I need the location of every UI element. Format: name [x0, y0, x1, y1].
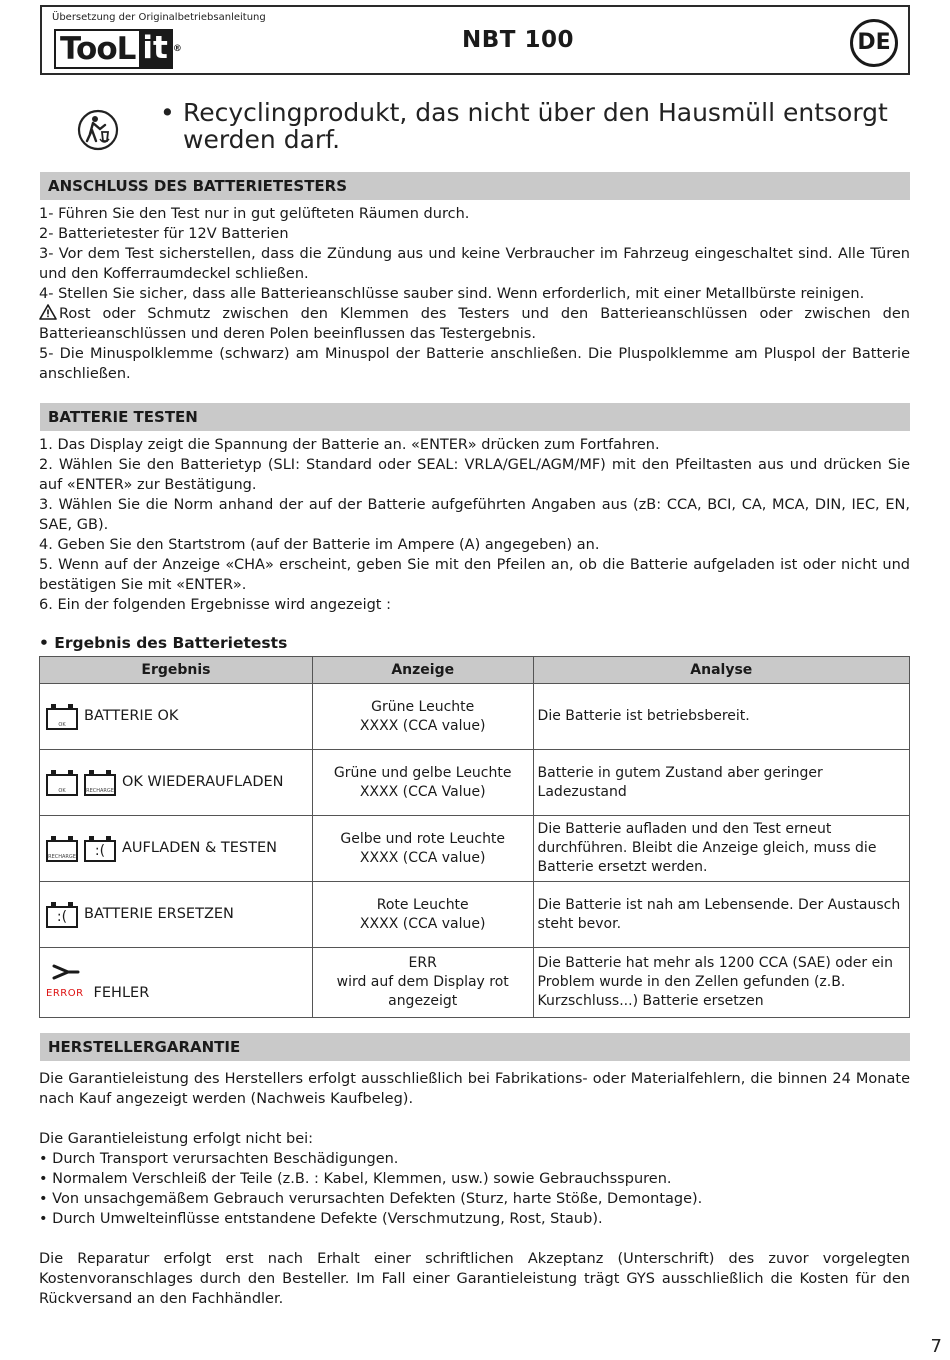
recycling-note [160, 99, 920, 153]
battery-ok-icon [46, 708, 78, 730]
model-title: NBT 100 [462, 27, 574, 53]
anzeige-light: Gelbe und rote Leuchte [340, 830, 506, 847]
garantie-paragraph-3: Die Reparatur erfolgt erst nach Erhalt einer schriftlichen Akzeptanz (Unterschrift) des zuvor vorgelegten Kostenvoranschlages durch den Besteller. Im Fall einer Garantieleistung trägt GYS ausschließlich die Kosten für den Rückversand an den Fachhändler. [39, 1251, 910, 1307]
anzeige-light: Grüne Leuchte [371, 698, 475, 715]
analyse-cell: Die Batterie ist betriebsbereit. [533, 684, 909, 750]
clamp-icon [46, 962, 80, 982]
battery-icon-label: RECHARGE [86, 787, 114, 794]
analyse-cell: Die Batterie aufladen und den Test erneut durchführen. Bleibt die Anzeige gleich, muss die Batterie ersetzt werden. [533, 816, 909, 882]
battery-recharge-icon [46, 840, 78, 862]
error-indicator [46, 962, 84, 1003]
testen-step-4: 4. Geben Sie den Startstrom (auf der Batterie im Ampere (A) angegeben) an. [39, 537, 600, 553]
anzeige-value: XXXX (CCA value) [359, 717, 486, 734]
battery-recharge-icon [84, 774, 116, 796]
warning-icon [39, 304, 57, 320]
battery-icon-label: OK [58, 787, 66, 794]
page-number: 7 [930, 1336, 942, 1357]
testen-step-6: 6. Ein der folgenden Ergebnisse wird angezeigt : [39, 597, 391, 613]
section-garantie-title: HERSTELLERGARANTIE [40, 1033, 910, 1061]
anzeige-description: wird auf dem Display rot angezeigt [336, 974, 509, 1009]
battery-face: :( [94, 842, 106, 859]
analyse-cell: Die Batterie ist nah am Lebensende. Der Austausch steht bevor. [533, 882, 909, 948]
anschluss-warning [39, 304, 910, 344]
language-badge: DE [850, 19, 898, 67]
battery-sad-icon [46, 906, 78, 928]
ergebnis-cell [40, 882, 313, 948]
battery-sad-icon [84, 840, 116, 862]
registered-mark: ® [172, 44, 182, 54]
anschluss-step-4: 4- Stellen Sie sicher, dass alle Batterieanschlüsse sauber sind. Wenn erforderlich, mit einer Metallbürste reinigen. [39, 286, 865, 302]
garantie-bullet-1: • Durch Transport verursachten Beschädigungen. [39, 1151, 399, 1167]
document-header [40, 5, 910, 75]
toolit-logo [54, 29, 182, 69]
anzeige-value: XXXX (CCA value) [359, 915, 486, 932]
ergebnis-cell [40, 948, 313, 1018]
results-title: • Ergebnis des Batterietests [39, 634, 288, 652]
table-header-row [40, 657, 910, 684]
header-subtitle: Übersetzung der Originalbetriebsanleitung [52, 12, 266, 23]
results-table [39, 656, 910, 1018]
ergebnis-cell [40, 684, 313, 750]
ergebnis-cell [40, 816, 313, 882]
header-analyse: Analyse [533, 657, 909, 684]
section-testen-title: BATTERIE TESTEN [40, 403, 910, 431]
table-row [40, 882, 910, 948]
ergebnis-label: BATTERIE ERSETZEN [84, 906, 234, 922]
ergebnis-label: AUFLADEN & TESTEN [122, 840, 277, 856]
table-row [40, 684, 910, 750]
garantie-paragraph-2: Die Garantieleistung erfolgt nicht bei: [39, 1131, 314, 1147]
anzeige-cell [312, 882, 533, 948]
battery-face: :( [56, 908, 68, 925]
ergebnis-label: OK WIEDERAUFLADEN [122, 774, 284, 790]
anzeige-light: Rote Leuchte [376, 896, 469, 913]
testen-step-1: 1. Das Display zeigt die Spannung der Batterie an. «ENTER» drücken zum Fortfahren. [39, 437, 660, 453]
testen-step-5: 5. Wenn auf der Anzeige «CHA» erscheint, geben Sie mit den Pfeilen an, ob die Batterie aufgeladen ist oder nicht und bestätigen Sie mit «ENTER». [39, 557, 910, 593]
anschluss-step-2: 2- Batterietester für 12V Batterien [39, 226, 289, 242]
error-word: ERROR [46, 988, 84, 999]
ergebnis-label: FEHLER [93, 985, 150, 1001]
battery-icon-label: RECHARGE [48, 853, 76, 860]
recycling-icon [76, 108, 120, 152]
anzeige-value: XXXX (CCA Value) [359, 783, 486, 800]
anzeige-light: Grüne und gelbe Leuchte [333, 764, 512, 781]
logo-tool-text: TooL [54, 29, 139, 69]
anzeige-code: ERR [408, 955, 437, 971]
ergebnis-label: BATTERIE OK [84, 708, 179, 724]
table-row [40, 816, 910, 882]
anzeige-cell [312, 750, 533, 816]
logo-it-glyph: it [142, 30, 168, 66]
table-row [40, 750, 910, 816]
bullet: • [160, 98, 175, 127]
anschluss-step-1: 1- Führen Sie den Test nur in gut gelüfteten Räumen durch. [39, 206, 470, 222]
warning-text: Rost oder Schmutz zwischen den Klemmen des Testers und den Batterieanschlüssen oder zwischen den Batterieanschlüssen und deren Polen beeinflussen das Testergebnis. [39, 306, 910, 342]
garantie-paragraph-1: Die Garantieleistung des Herstellers erfolgt ausschließlich bei Fabrikations- oder Materialfehlern, die binnen 24 Monate nach Kauf angezeigt werden (Nachweis Kaufbeleg). [39, 1071, 910, 1107]
ergebnis-cell [40, 750, 313, 816]
anschluss-step-5: 5- Die Minuspolklemme (schwarz) am Minuspol der Batterie anschließen. Die Pluspolklemme am Pluspol der Batterie anschließen. [39, 346, 910, 382]
battery-ok-icon [46, 774, 78, 796]
header-anzeige: Anzeige [312, 657, 533, 684]
analyse-cell: Batterie in gutem Zustand aber geringer Ladezustand [533, 750, 909, 816]
anzeige-cell [312, 948, 533, 1018]
anschluss-step-3: 3- Vor dem Test sicherstellen, dass die Zündung aus und keine Verbraucher im Fahrzeug eingeschaltet sind. Alle Türen und den Kofferraumdeckel schließen. [39, 246, 910, 282]
section-anschluss-title: ANSCHLUSS DES BATTERIETESTERS [40, 172, 910, 200]
anzeige-cell [312, 684, 533, 750]
testen-step-2: 2. Wählen Sie den Batterietyp (SLI: Standard oder SEAL: VRLA/GEL/AGM/MF) mit den Pfeiltasten aus und drücken Sie auf «ENTER» zur Bestätigung. [39, 457, 910, 493]
logo-it-text [139, 29, 182, 69]
anzeige-cell [312, 816, 533, 882]
garantie-bullet-3: • Von unsachgemäßem Gebrauch verursachten Defekten (Sturz, harte Stöße, Demontage). [39, 1191, 703, 1207]
recycling-text: Recyclingprodukt, das nicht über den Hausmüll entsorgt werden darf. [183, 98, 888, 154]
analyse-cell: Die Batterie hat mehr als 1200 CCA (SAE) oder ein Problem wurde in den Zellen gefunden (z.B. Kurzschluss...) Batterie ersetzen [533, 948, 909, 1018]
table-row [40, 948, 910, 1018]
testen-step-3: 3. Wählen Sie die Norm anhand der auf der Batterie aufgeführten Angaben aus (zB: CCA, BCI, CA, MCA, DIN, IEC, EN, SAE, GB). [39, 497, 910, 533]
anzeige-value: XXXX (CCA value) [359, 849, 486, 866]
garantie-bullet-2: • Normalem Verschleiß der Teile (z.B. : Kabel, Klemmen, usw.) sowie Gebrauchsspuren. [39, 1171, 672, 1187]
garantie-bullet-4: • Durch Umwelteinflüsse entstandene Defekte (Verschmutzung, Rost, Staub). [39, 1211, 603, 1227]
header-ergebnis: Ergebnis [40, 657, 313, 684]
battery-icon-label: OK [58, 721, 66, 728]
